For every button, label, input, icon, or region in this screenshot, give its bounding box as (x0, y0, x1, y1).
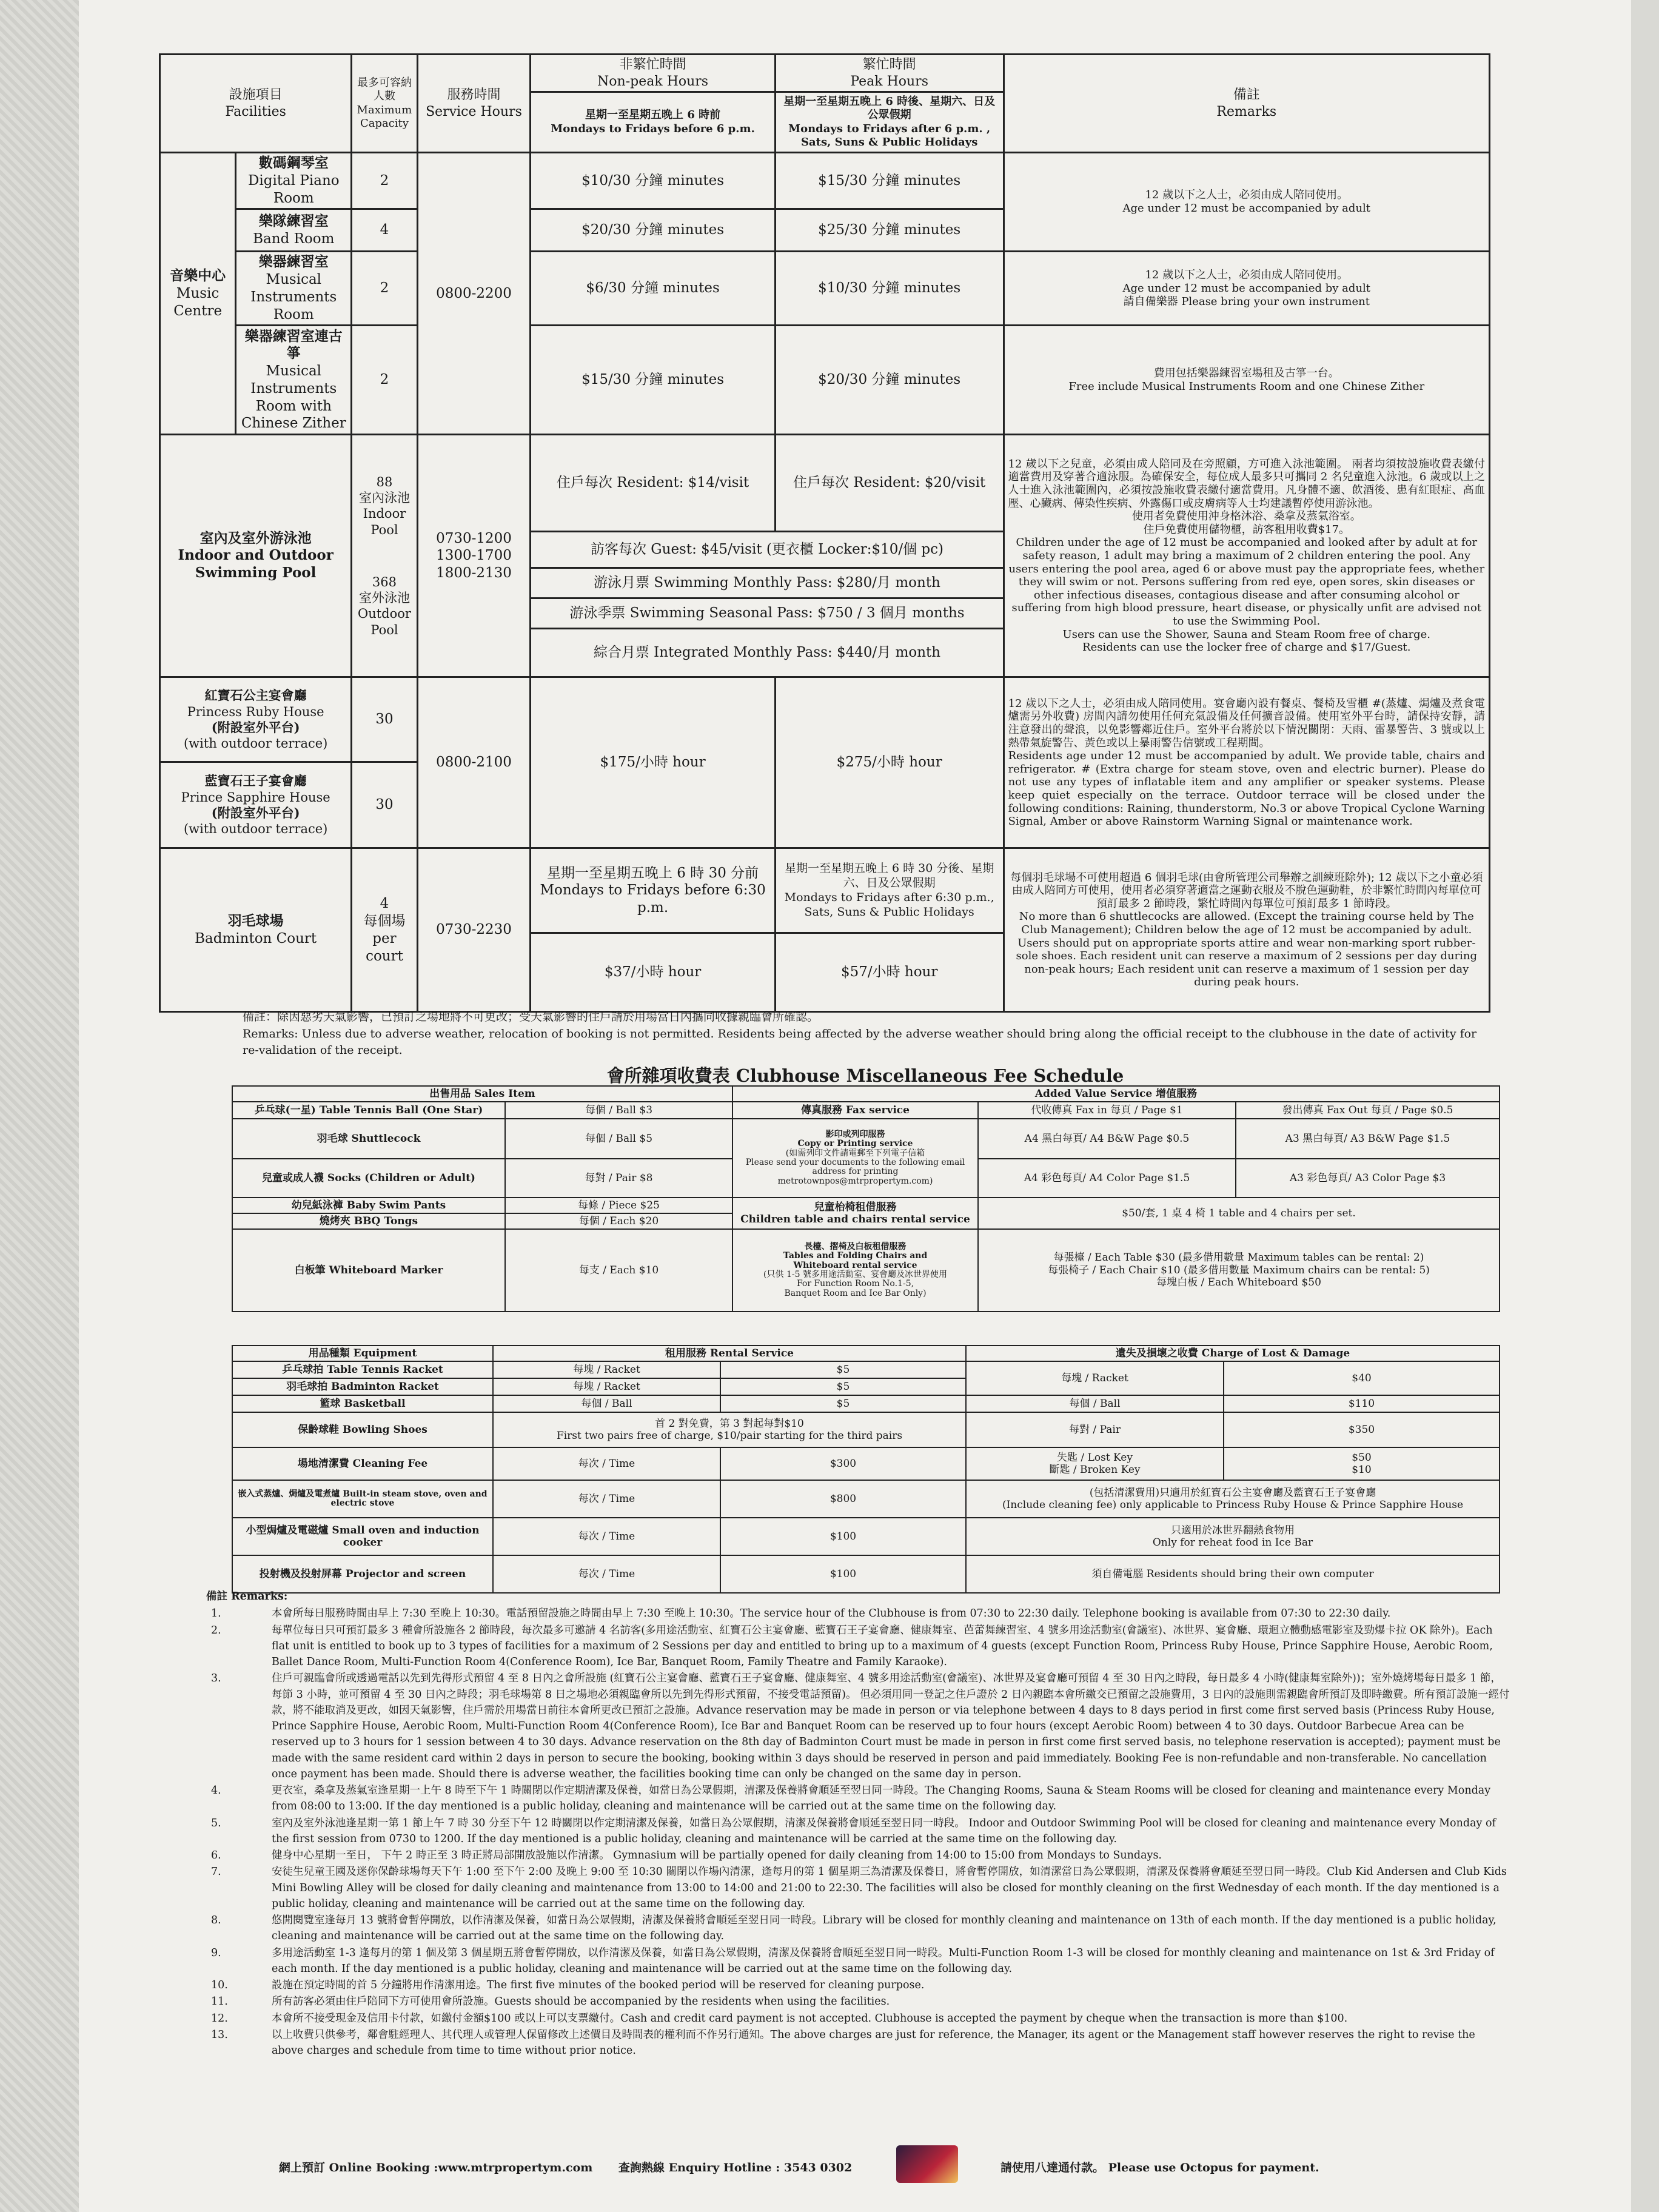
sales-item: 幼兒紙泳褲 Baby Swim Pants (232, 1198, 505, 1213)
rental-unit: 每次 / Time (493, 1480, 720, 1518)
header-remarks: 備註 Remarks (1004, 55, 1489, 153)
pool-guest-fee: 訪客每次 Guest: $45/visit (更衣櫃 Locker:$10/個 pc) (531, 532, 1004, 568)
facilities-fee-table (159, 53, 1490, 1013)
pool-seasonal-pass: 游泳季票 Swimming Seasonal Pass: $750 / 3 個月 months (531, 598, 1004, 629)
facility-digital-piano: 數碼鋼琴室 Digital Piano Room (236, 153, 352, 209)
remark-badminton: 每個羽毛球場不可使用超過 6 個羽毛球(由會所管理公司舉辦之訓練班除外); 12 歲以下之小童必須由成人陪同方可使用，使用者必須穿著適當之運動衣服及不脫色運動鞋，於非繁忙時間內每單位可預訂最多 2 節時段，繁忙時間內每單位可預訂最多 1 節時段。 No more than 6 shuttlecocks are allowed. (Except the training course held by The Club Management); Children below the age of 12 must be accompanied by adult. Users should put on appropriate sports attire and wear non-marking sport rubber-sole shoes. Each resident unit can reserve a maximum of 2 sessions per day during non-peak hours; Each resident unit can reserve a maximum of 1 session per day during peak hours. (1004, 848, 1489, 1012)
equipment-item: 保齡球鞋 Bowling Shoes (232, 1412, 493, 1447)
badminton-peak-fee: $57/小時 hour (775, 933, 1004, 1012)
remark-number: 10. (211, 1979, 228, 1991)
remark-text: 每單位每日只可預訂最多 3 種會所設施各 2 節時段，每次最多可邀請 4 名訪客(多用途活動室、紅寶石公主宴會廳、藍寶石王子宴會廳、健康舞室、芭蕾舞練習室、4 號多用途活動室(會議室)、冰世界、宴會廳、環迴立體動感電影室及勁爆卡拉 OK 除外)。Each flat unit is entitled to book up to 3 types of facilities for a maximum of 2 Sessions per day and entitled to bring up to a maximum of 4 guests (except Function Room, Princess Ruby House, Prince Sapphire House, Aerobic Room, Ballet Dance Room, Multi-Function Room 4(Conference Room), Ice Bar, Banquet Room, Family Theatre and Family Karaoke). (272, 1624, 1493, 1668)
remark-text: 本會所每日服務時間由早上 7:30 至晚上 10:30。電話預留設施之時間由早上 7:30 至晚上 10:30。The service hour of the Clubhouse is from 07:30 to 22:30 daily. Telephone booking is available from 07:30 to 22:30 daily. (272, 1607, 1391, 1620)
remark-text: 安徒生兒童王國及迷你保齡球場每天下午 1:00 至下午 2:00 及晚上 9:00 至 10:30 關閉以作場內清潔，逢每月的第 1 個星期三為清潔及保養日，將會暫停開放，如清潔當日為公眾假期，清潔及保養將會順延至翌日同一時段。Club Kid Andersen and Club Kids Mini Bowling Alley will be closed for daily cleaning and maintenance from 13:00 to 14:00 and 21:00 to 22:30. The facilities will also be closed for monthly cleaning on the first Wednesday of each month. If the day mentioned is a public holiday, cleaning and maintenance will be carried out at the same time on the following day. (272, 1866, 1507, 1910)
kids-rental-price: $50/套, 1 桌 4 椅 1 table and 4 chairs per set. (978, 1198, 1500, 1229)
remark-music-3: 費用包括樂器練習室場租及古箏一台。 Free include Musical Instruments Room and one Chinese Zither (1004, 326, 1489, 435)
capacity: 2 (352, 252, 417, 326)
sales-header: 出售用品 Sales Item (232, 1086, 732, 1102)
rental-price: $300 (720, 1447, 966, 1480)
header-facilities: 設施項目 Facilities (160, 55, 352, 153)
houses-service-hours: 0800-2100 (417, 677, 531, 848)
rental-price: $800 (720, 1480, 966, 1518)
facility-prince-sapphire-house: 藍寶石王子宴會廳 Prince Sapphire House (附設室外平台) (with outdoor terrace) (160, 762, 352, 848)
small-oven-note: 只適用於冰世界翻熱食物用 Only for reheat food in Ice Bar (966, 1518, 1500, 1555)
peak-fee: $25/30 分鐘 minutes (775, 209, 1004, 252)
remark-number: 8. (211, 1914, 221, 1926)
remark-music-2: 12 歲以下之人士，必須由成人陪同使用。 Age under 12 must be accompanied by adult 請自備樂器 Please bring your own instrument (1004, 252, 1489, 326)
remark-number: 6. (211, 1849, 221, 1862)
pool-capacity: 88 室內泳池 Indoor Pool 368 室外泳池 Outdoor Pool (352, 435, 417, 677)
capacity: 30 (352, 677, 417, 762)
remark-text: 所有訪客必須由住戶陪同下方可使用會所設施。Guests should be accompanied by the residents when using the facilities. (272, 1996, 890, 2008)
remark-text: 悠閒閱覽室逢每月 13 號將會暫停開放，以作清潔及保養，如當日為公眾假期，清潔及保養將會順延至翌日同一時段。Library will be closed for monthly cleaning and maintenance on 13th of each month. If the day mentioned is a public holiday, cleaning and maintenance will be carried out at the same time on the following day. (272, 1914, 1496, 1943)
remarks-header: 備註 Remarks: (206, 1590, 288, 1603)
table-rental-price: 每張檯 / Each Table $30 (最多借用數量 Maximum tables can be rental: 2) 每張椅子 / Each Chair $10 (最多借用數量 Maximum chairs can be rental: 5) 每塊白板 / Each Whiteboard $50 (978, 1229, 1500, 1312)
lost-ball: 每個 / Ball (966, 1395, 1224, 1412)
kids-rental-service: 兒童枱椅租借服務 Children table and chairs rental service (732, 1198, 978, 1229)
rental-price: $5 (720, 1395, 966, 1412)
remark-number: 3. (211, 1672, 221, 1685)
rental-unit: 每個 / Ball (493, 1395, 720, 1412)
remarks-section (206, 1589, 1510, 2059)
facility-musical-instruments: 樂器練習室 Musical Instruments Room (236, 252, 352, 326)
misc-fee-table (232, 1085, 1500, 1312)
badminton-peak-header: 星期一至星期五晚上 6 時 30 分後、星期六、日及公眾假期 Mondays to Fridays after 6:30 p.m., Sats, Suns & Public Holidays (775, 848, 1004, 933)
copy-a4-color: A4 彩色每頁/ A4 Color Page $1.5 (978, 1159, 1236, 1198)
sales-item: 燒烤夾 BBQ Tongs (232, 1213, 505, 1229)
sales-price: 每條 / Piece $25 (505, 1198, 732, 1213)
houses-peak-fee: $275/小時 hour (775, 677, 1004, 848)
remark-music-1: 12 歲以下之人士，必須由成人陪同使用。 Age under 12 must be accompanied by adult (1004, 153, 1489, 252)
remark-houses: 12 歲以下之人士，必須由成人陪同使用。宴會廳內設有餐桌、餐椅及雪櫃 #(蒸爐、焗爐及煮食電爐需另外收費) 房間內請勿使用任何充氣設備及任何擴音設備。使用室外平台時，請保持安靜，請注意發出的聲浪，以免影響鄰近住戶。室外平台將於以下情況關閉：天雨、雷暴警告、3 號或以上熱帶氣旋警告、黃色或以上暴雨警告信號或工程期間。 Residents age under 12 must be accompanied by adult. We provide table, chairs and refrigerator. # (Extra charge for steam stove, oven and electric burner). Please do not use any types of inflatable item and any amplifier or speaker systems. Please keep quiet especially on the terrace. Outdoor terrace will be closed under the following conditions: Raining, thunderstorm, No.3 or above Tropical Cyclone Warning Signal, Amber or above Rainstorm Warning Signal or maintenance work. (1004, 677, 1489, 848)
rental-header: 租用服務 Rental Service (493, 1346, 966, 1361)
remarks-list (206, 1606, 1510, 2059)
nonpeak-fee: $15/30 分鐘 minutes (531, 326, 775, 435)
rental-unit: 每塊 / Racket (493, 1361, 720, 1378)
header-nonpeak-sub: 星期一至星期五晚上 6 時前 Mondays to Fridays before 6 p.m. (531, 92, 775, 153)
rental-price: $5 (720, 1361, 966, 1378)
copy-print-service: 影印或列印服務 Copy or Printing service (如需列印文件請電郵至下列電子信箱 Please send your documents to the following email address for printing metrotownpos@mtrpropertym.com) (732, 1119, 978, 1198)
remark-item (206, 1977, 1510, 1993)
copy-a3-bw: A3 黑白每頁/ A3 B&W Page $1.5 (1236, 1119, 1500, 1159)
footer (279, 2145, 1492, 2188)
remark-text: 以上收費只供參考，鄰會駐經理人、其代理人或管理人保留修改上述價目及時間表的權利而不作另行通知。The above charges are just for reference, the Manager, its agent or the Management staff however reserves the right to revise the above charges and schedule from time to time without prior notice. (272, 2028, 1475, 2057)
equipment-item: 乒乓球拍 Table Tennis Racket (232, 1361, 493, 1378)
remark-item (206, 1671, 1510, 1782)
remark-item (206, 2027, 1510, 2059)
header-nonpeak: 非繁忙時間 Non-peak Hours (531, 55, 775, 92)
capacity: 30 (352, 762, 417, 848)
table-rental-service: 長檯、摺椅及白板租借服務 Tables and Folding Chairs and Whiteboard rental service (只供 1-5 號多用途活動室、宴會廳及冰世界使用 For Function Room No.1-5, Banquet Room and Ice Bar Only) (732, 1229, 978, 1312)
misc-fee-title: 會所雜項收費表 Clubhouse Miscellaneous Fee Schedule (606, 1065, 1124, 1086)
pool-integrated-pass: 綜合月票 Integrated Monthly Pass: $440/月 month (531, 629, 1004, 677)
peak-fee: $15/30 分鐘 minutes (775, 153, 1004, 209)
peak-fee: $20/30 分鐘 minutes (775, 326, 1004, 435)
projector-note: 須自備電腦 Residents should bring their own computer (966, 1555, 1500, 1593)
header-service-hours: 服務時間 Service Hours (417, 55, 531, 153)
nonpeak-fee: $10/30 分鐘 minutes (531, 153, 775, 209)
header-peak: 繁忙時間 Peak Hours (775, 55, 1004, 92)
pool-service-hours: 0730-1200 1300-1700 1800-2130 (417, 435, 531, 677)
capacity: 2 (352, 326, 417, 435)
lost-damage-header: 遺失及損壞之收費 Charge of Lost & Damage (966, 1346, 1500, 1361)
sales-item: 乒乓球(一星) Table Tennis Ball (One Star) (232, 1102, 505, 1119)
badminton-nonpeak-fee: $37/小時 hour (531, 933, 775, 1012)
equipment-item: 嵌入式蒸爐、焗爐及電煮爐 Built-in steam stove, oven and electric stove (232, 1480, 493, 1518)
pool-resident-nonpeak: 住戶每次 Resident: $14/visit (531, 435, 775, 532)
remark-number: 4. (211, 1785, 221, 1797)
sales-price: 每個 / Each $20 (505, 1213, 732, 1229)
nonpeak-fee: $6/30 分鐘 minutes (531, 252, 775, 326)
facility-swimming-pool: 室內及室外游泳池 Indoor and Outdoor Swimming Pool (160, 435, 352, 677)
remark-number: 13. (211, 2028, 228, 2041)
sales-item: 羽毛球 Shuttlecock (232, 1119, 505, 1159)
remark-number: 2. (211, 1624, 221, 1637)
music-service-hours: 0800-2200 (417, 153, 531, 435)
oven-note: (包括清潔費用)只適用於紅寶石公主宴會廳及藍寶石王子宴會廳 (Include cleaning fee) only applicable to Princess Ruby House & Prince Sapphire House (966, 1480, 1500, 1518)
header-capacity: 最多可容納人數 Maximum Capacity (352, 55, 417, 153)
fax-in: 代收傳真 Fax in 每頁 / Page $1 (978, 1102, 1236, 1119)
facility-badminton-court: 羽毛球場 Badminton Court (160, 848, 352, 1012)
peak-fee: $10/30 分鐘 minutes (775, 252, 1004, 326)
equipment-item: 投射機及投射屏幕 Projector and screen (232, 1555, 493, 1593)
pool-monthly-pass: 游泳月票 Swimming Monthly Pass: $280/月 month (531, 568, 1004, 598)
equipment-item: 羽毛球拍 Badminton Racket (232, 1378, 493, 1395)
equipment-header: 用品種類 Equipment (232, 1346, 493, 1361)
rental-unit: 每次 / Time (493, 1447, 720, 1480)
badminton-nonpeak-header: 星期一至星期五晚上 6 時 30 分前 Mondays to Fridays before 6:30 p.m. (531, 848, 775, 933)
fax-out: 發出傳真 Fax Out 每頁 / Page $0.5 (1236, 1102, 1500, 1119)
booking-note: 備註：除因惡劣天氣影響，已預訂之場地將不可更改；受天氣影響的住戶請於用場當日內攜同收據親臨會所確認。 Remarks: Unless due to adverse weather, relocation of booking is not permitted. Residents being affected by the adverse weather should bring along the official receipt to the clubhouse in the date of activity for re-validation of the receipt. (243, 1010, 1477, 1057)
rental-unit: 每次 / Time (493, 1518, 720, 1555)
remark-number: 5. (211, 1817, 221, 1829)
copy-a3-color: A3 彩色每頁/ A3 Color Page $3 (1236, 1159, 1500, 1198)
remark-number: 7. (211, 1866, 221, 1879)
remark-item (206, 1815, 1510, 1848)
badminton-capacity: 4 每個場 per court (352, 848, 417, 1012)
remark-item (206, 1912, 1510, 1945)
capacity: 2 (352, 153, 417, 209)
octopus-card-icon (896, 2145, 958, 2183)
copy-a4-bw: A4 黑白每頁/ A4 B&W Page $0.5 (978, 1119, 1236, 1159)
remark-number: 1. (211, 1607, 221, 1620)
facility-band-room: 樂隊練習室 Band Room (236, 209, 352, 252)
remark-text: 住戶可親臨會所或透過電話以先到先得形式預留 4 至 8 日內之會所設施 (紅寶石公主宴會廳、藍寶石王子宴會廳、健康舞室、4 號多用途活動室(會議室)、冰世界及宴會廳可預留 4 至 30 日內之時段，每日最多 4 小時(健康舞室除外))；室外燒烤場每日最多 1 節，每節 3 小時，並可預留 4 至 30 日內之時段；羽毛球場第 8 日之場地必須親臨會所以先到先得形式預留，不接受電話預留)。 但必須用同一登記之住戶證於 2 日內親臨本會所繳交已預留之設施費用，3 日內的設施則需親臨會所預訂及即時繳費。所有預訂設施一經付款，將不能取消及更改，如因天氣影響，住戶需於用場當日前往本會所更改已預訂之設施。Advance reservation may be made in person or via telephone between 4 days to 8 days period in first come first served basis (Princess Ruby House, Prince Sapphire House, Aerobic Room, Multi-Function Room 4(Conference Room), Ice Bar and Banquet Room can be reserved up to four hours (except Aerobic Room) between 4 to 30 days. Outdoor Barbecue Area can be reserved up to 3 hours for 1 session between 4 to 30 days. Advance reservation on the 8th day of Badminton Court must be made in person in first come first served basis, no telephone reservation is accepted); payment must be made with the same resident card within 2 days in person to secure the booking, booking within 3 days should be reserved in person and paid immediately. Booking Fee is non-refundable and non-transferable. No cancellation once payment has been made. Should there is adverse weather, the facilities booking time can only be changed on the same day in person. (272, 1672, 1510, 1780)
remark-text: 設施在預定時間的首 5 分鐘將用作清潔用途。The first five minutes of the booked period will be reserved for cleaning purpose. (272, 1979, 925, 1991)
background-edge (0, 0, 79, 2212)
rental-unit: 每塊 / Racket (493, 1378, 720, 1395)
remark-item (206, 1994, 1510, 2009)
badminton-service-hours: 0730-2230 (417, 848, 531, 1012)
facility-zither-room: 樂器練習室連古箏 Musical Instruments Room with Chinese Zither (236, 326, 352, 435)
rental-price: $100 (720, 1555, 966, 1593)
lost-pair: 每對 / Pair (966, 1412, 1224, 1447)
rental-unit: 每次 / Time (493, 1555, 720, 1593)
octopus-payment-note: 請使用八達通付款。 Please use Octopus for payment. (1000, 2161, 1319, 2174)
remark-item (206, 1945, 1510, 1977)
remark-text: 室內及室外泳池逢星期一第 1 節上午 7 時 30 分至下午 12 時關閉以作定期清潔及保養，如當日為公眾假期，清潔及保養將會順延至翌日同一時段。 Indoor and Outdoor Swimming Pool will be closed for cleaning and maintenance every Monday of the first session from 0730 to 1200. If the day mentioned is a public holiday, cleaning and maintenance will be carried at the same time on the following day. (272, 1817, 1496, 1845)
rental-price: $5 (720, 1378, 966, 1395)
remark-item (206, 1606, 1510, 1621)
remark-number: 12. (211, 2012, 228, 2025)
enquiry-hotline: 查詢熱線 Enquiry Hotline : 3543 0302 (618, 2161, 853, 2174)
remark-number: 11. (211, 1996, 228, 2008)
lost-racket: 每塊 / Racket (966, 1361, 1224, 1395)
lost-key-price: $50 $10 (1224, 1447, 1500, 1480)
added-value-header: Added Value Service 增值服務 (732, 1086, 1500, 1102)
lost-pair-price: $350 (1224, 1412, 1500, 1447)
remark-item (206, 1783, 1510, 1815)
remark-number: 9. (211, 1946, 221, 1959)
equipment-item: 籃球 Basketball (232, 1395, 493, 1412)
lost-key: 失匙 / Lost Key 斷匙 / Broken Key (966, 1447, 1224, 1480)
remark-text: 本會所不接受現金及信用卡付款，如繳付金額$100 或以上可以支票繳付。Cash and credit card payment is not accepted. Clubhouse is accepted the payment by cheque when the transaction is more than $100. (272, 2012, 1348, 2025)
sales-item: 兒童或成人襪 Socks (Children or Adult) (232, 1159, 505, 1198)
lost-racket-price: $40 (1224, 1361, 1500, 1395)
sales-item: 白板筆 Whiteboard Marker (232, 1229, 505, 1312)
remark-item (206, 1623, 1510, 1671)
music-centre-group: 音樂中心 Music Centre (160, 153, 236, 435)
remark-text: 多用途活動室 1-3 逢每月的第 1 個及第 3 個星期五將會暫停開放，以作清潔及保養，如當日為公眾假期，清潔及保養將會順延至翌日同一時段。Multi-Function Room 1-3 will be closed for monthly cleaning and maintenance on 1st & 3rd Friday of each month. If the day mentioned is a public holiday, cleaning and maintenance will be carried out at the same time on the following day. (272, 1946, 1495, 1975)
remark-pool: 12 歲以下之兒童，必須由成人陪同及在旁照顧，方可進入泳池範圍。 兩者均須按設施收費表繳付適當費用及穿著合適泳服。為確保安全，每位成人最多只可攜同 2 名兒童進入泳池。6 歲或以上之人士進入泳池範圍內，必須按設施收費表繳付適當費用。凡身體不適、飲酒後、患有紅眼症、高血壓、心臟病、傳染性疾病、外露傷口或皮膚病等人士均建議暫停使用游泳池。 使用者免費使用沖身格沐浴、桑拿及蒸氣浴室。 住戶免費使用儲物櫃，訪客租用收費$17。 Children under the age of 12 must be accompanied and looked after by adult at for safety reason, 1 adult may bring a maximum of 2 children entering the pool. Any users entering the pool area, aged 6 or above must pay the appropriate fees, whether they will swim or not. Persons suffering from red eye, open sores, skin diseases or other infectious diseases, contagious disease and after consuming alcohol or suffering from high blood pressure, heart disease, or physically unfit are advised not to use the Swimming Pool. Users can use the Shower, Sauna and Steam Room free of charge. Residents can use the locker free of charge and $17/Guest. (1004, 435, 1489, 677)
remark-text: 更衣室，桑拿及蒸氣室逢星期一上午 8 時至下午 1 時關閉以作定期清潔及保養，如當日為公眾假期，清潔及保養將會順延至翌日同一時段。The Changing Rooms, Sauna & Steam Rooms will be closed for cleaning and maintenance every Monday from 08:00 to 13:00. If the day mentioned is a public holiday, cleaning and maintenance will be carried out at the same time on the following day. (272, 1785, 1491, 1813)
sales-price: 每支 / Each $10 (505, 1229, 732, 1312)
remark-item (206, 1864, 1510, 1912)
equipment-table (232, 1345, 1500, 1594)
houses-nonpeak-fee: $175/小時 hour (531, 677, 775, 848)
equipment-item: 小型焗爐及電磁爐 Small oven and induction cooker (232, 1518, 493, 1555)
online-booking[interactable]: 網上預訂 Online Booking :www.mtrpropertym.com (279, 2161, 593, 2174)
facility-princess-ruby-house: 紅寶石公主宴會廳 Princess Ruby House (附設室外平台) (with outdoor terrace) (160, 677, 352, 762)
rental-price: $100 (720, 1518, 966, 1555)
pool-resident-peak: 住戶每次 Resident: $20/visit (775, 435, 1004, 532)
header-peak-sub: 星期一至星期五晚上 6 時後、星期六、日及公眾假期 Mondays to Fridays after 6 p.m. , Sats, Suns & Public Holidays (775, 92, 1004, 153)
sales-price: 每對 / Pair $8 (505, 1159, 732, 1198)
remark-text: 健身中心星期一至日， 下午 2 時正至 3 時正將局部開放設施以作清潔。 Gymnasium will be partially opened for daily cleaning from 14:00 to 15:00 from Mondays to Sundays. (272, 1849, 1162, 1862)
capacity: 4 (352, 209, 417, 252)
bowling-shoes-rental: 首 2 對免費，第 3 對起每對$10 First two pairs free of charge, $10/pair starting for the third pairs (493, 1412, 966, 1447)
remark-item (206, 1848, 1510, 1863)
nonpeak-fee: $20/30 分鐘 minutes (531, 209, 775, 252)
lost-ball-price: $110 (1224, 1395, 1500, 1412)
remark-item (206, 2011, 1510, 2026)
sales-price: 每個 / Ball $3 (505, 1102, 732, 1119)
sales-price: 每個 / Ball $5 (505, 1119, 732, 1159)
fax-service: 傳真服務 Fax service (732, 1102, 978, 1119)
equipment-item: 場地清潔費 Cleaning Fee (232, 1447, 493, 1480)
